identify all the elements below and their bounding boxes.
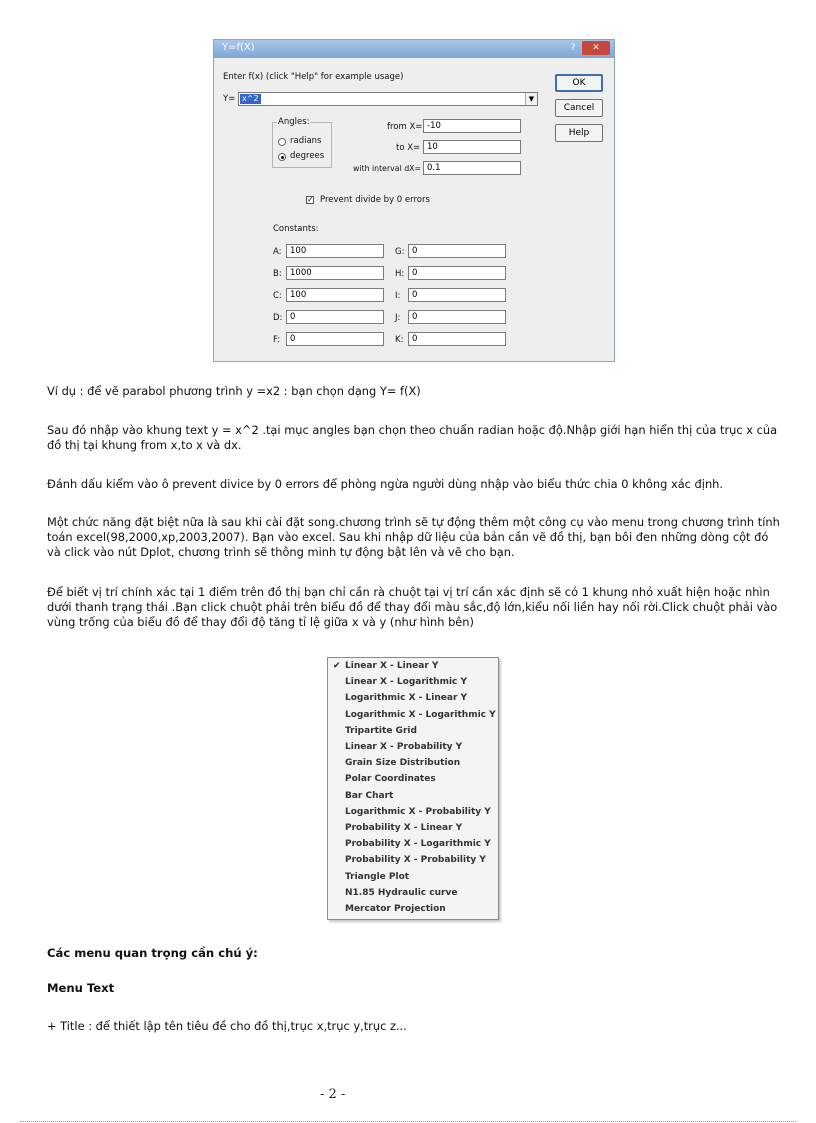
const-d-label: D: — [273, 313, 283, 323]
menu-item[interactable]: Triangle Plot — [345, 871, 410, 882]
dialog-titlebar[interactable] — [214, 40, 614, 58]
const-a-input[interactable]: 100 — [286, 244, 384, 258]
radians-label: radians — [290, 136, 322, 146]
help-button[interactable]: Help — [555, 124, 603, 142]
menu-item[interactable]: Probability X - Logarithmic Y — [345, 839, 491, 850]
enter-fx-label: Enter f(x) (click "Help" for example usage) — [223, 72, 404, 82]
const-h-label: H: — [395, 269, 405, 279]
const-b-label: B: — [273, 269, 282, 279]
radians-radio[interactable] — [278, 138, 286, 146]
menu-item[interactable]: Linear X - Linear Y — [345, 661, 439, 671]
help-title-icon[interactable]: ? — [570, 43, 576, 53]
const-c-label: C: — [273, 291, 282, 301]
fx-value: x^2 — [242, 94, 259, 103]
menu-item[interactable]: Logarithmic X - Probability Y — [345, 806, 491, 817]
const-g-input[interactable]: 0 — [408, 244, 506, 258]
const-c-input[interactable]: 100 — [286, 288, 384, 302]
paragraph-position: Để biết vị trí chính xác tại 1 điểm trên đồ thị bạn chỉ cần rà chuột tại vị trí cần xác định sẽ có 1 khung nhỏ xuất hiện hoặc nhìn dưới thanh trạng thái .Bạn click chuột phải trên biểu đồ để thay đổi màu sắc,độ lớn,kiểu nối liền hay nối rời.Click chuột phải vào vùng trống của biểu đồ để thay đổi độ tăng tỉ lệ giữa x và y (như hình bên) — [47, 585, 778, 629]
menu-item[interactable]: Linear X - Logarithmic Y — [345, 677, 468, 688]
constants-label: Constants: — [273, 224, 319, 234]
const-f-input[interactable]: 0 — [286, 332, 384, 346]
menu-item[interactable]: Linear X - Probability Y — [345, 742, 463, 752]
menu-item[interactable]: Mercator Projection — [345, 904, 446, 914]
menu-item[interactable]: Logarithmic X - Linear Y — [345, 693, 468, 704]
paragraph-excel: Một chức năng đặt biệt nữa là sau khi cài đặt song.chương trình sẽ tự động thêm một công cụ vào menu trong chương trình tính toán excel(98,2000,xp,2003,2007). Bạn vào excel. Sau khi nhập dữ liệu của bản cần vẽ đồ thị, bạn bôi đen những dòng cột đó và click vào nút Dplot, chương trình sẽ thông minh tự động bật lên và vẽ cho bạn. — [47, 515, 780, 559]
paragraph-example: Ví dụ : để vẽ parabol phương trình y =x2 : bạn chọn dạng Y= f(X) — [47, 384, 421, 398]
to-x-input[interactable]: 10 — [423, 140, 521, 154]
prevent-checkbox[interactable]: ✓ — [307, 195, 314, 204]
footer-divider — [20, 1121, 796, 1122]
const-j-label: J: — [395, 313, 401, 323]
menu-item[interactable]: Tripartite Grid — [345, 725, 417, 736]
important-menus-heading: Các menu quan trọng cần chú ý: — [47, 946, 258, 960]
menu-item[interactable]: Polar Coordinates — [345, 774, 436, 785]
cancel-button[interactable]: Cancel — [555, 99, 603, 117]
const-k-input[interactable]: 0 — [408, 332, 506, 346]
chevron-down-icon[interactable]: ▼ — [525, 93, 537, 105]
prevent-label: Prevent divide by 0 errors — [320, 195, 430, 205]
title-description: + Title : để thiết lập tên tiêu đề cho đồ thị,trục x,trục y,trục z... — [47, 1019, 407, 1033]
const-i-label: I: — [395, 291, 401, 301]
menu-item[interactable]: Probability X - Probability Y — [345, 855, 486, 866]
dialog-title: Y=f(X) — [222, 42, 255, 53]
const-i-input[interactable]: 0 — [408, 288, 506, 302]
const-k-label: K: — [395, 335, 404, 345]
paragraph-input-steps: Sau đó nhập vào khung text y = x^2 .tại mục angles bạn chọn theo chuẩn radian hoặc độ.Nhập giới hạn hiển thị của trục x của đồ thị tại khung from x,to x và dx. — [47, 423, 778, 452]
const-b-input[interactable]: 1000 — [286, 266, 384, 280]
fx-input[interactable] — [238, 92, 538, 106]
ok-button[interactable]: OK — [555, 74, 603, 92]
from-x-input[interactable]: -10 — [423, 119, 521, 133]
const-f-label: F: — [273, 335, 281, 345]
interval-input[interactable]: 0.1 — [423, 161, 521, 175]
const-g-label: G: — [395, 247, 405, 257]
const-j-input[interactable]: 0 — [408, 310, 506, 324]
page-number: - 2 - — [320, 1087, 346, 1102]
interval-label: with interval dX= — [353, 164, 422, 173]
from-x-label: from X= — [387, 122, 423, 132]
const-h-input[interactable]: 0 — [408, 266, 506, 280]
menu-item[interactable]: Bar Chart — [345, 790, 394, 801]
const-a-label: A: — [273, 247, 282, 257]
const-d-input[interactable]: 0 — [286, 310, 384, 324]
yfx-dialog — [213, 39, 615, 362]
menu-item[interactable]: Logarithmic X - Logarithmic Y — [345, 709, 496, 720]
angles-label: Angles: — [278, 117, 310, 127]
menu-item[interactable]: Probability X - Linear Y — [345, 823, 463, 833]
check-icon: ✔ — [333, 661, 341, 671]
menu-text-heading: Menu Text — [47, 981, 115, 995]
degrees-label: degrees — [290, 151, 325, 161]
close-icon[interactable]: ✕ — [582, 41, 610, 55]
grid-type-menu — [327, 657, 499, 920]
paragraph-prevent: Đánh dấu kiểm vào ô prevent divice by 0 errors để phòng ngừa người dùng nhập vào biểu thức chia 0 không xác định. — [47, 477, 724, 491]
to-x-label: to X= — [396, 143, 421, 153]
menu-item[interactable]: Grain Size Distribution — [345, 758, 461, 769]
menu-item[interactable]: N1.85 Hydraulic curve — [345, 887, 458, 898]
y-label: Y= — [223, 94, 236, 104]
degrees-radio[interactable] — [278, 153, 286, 161]
